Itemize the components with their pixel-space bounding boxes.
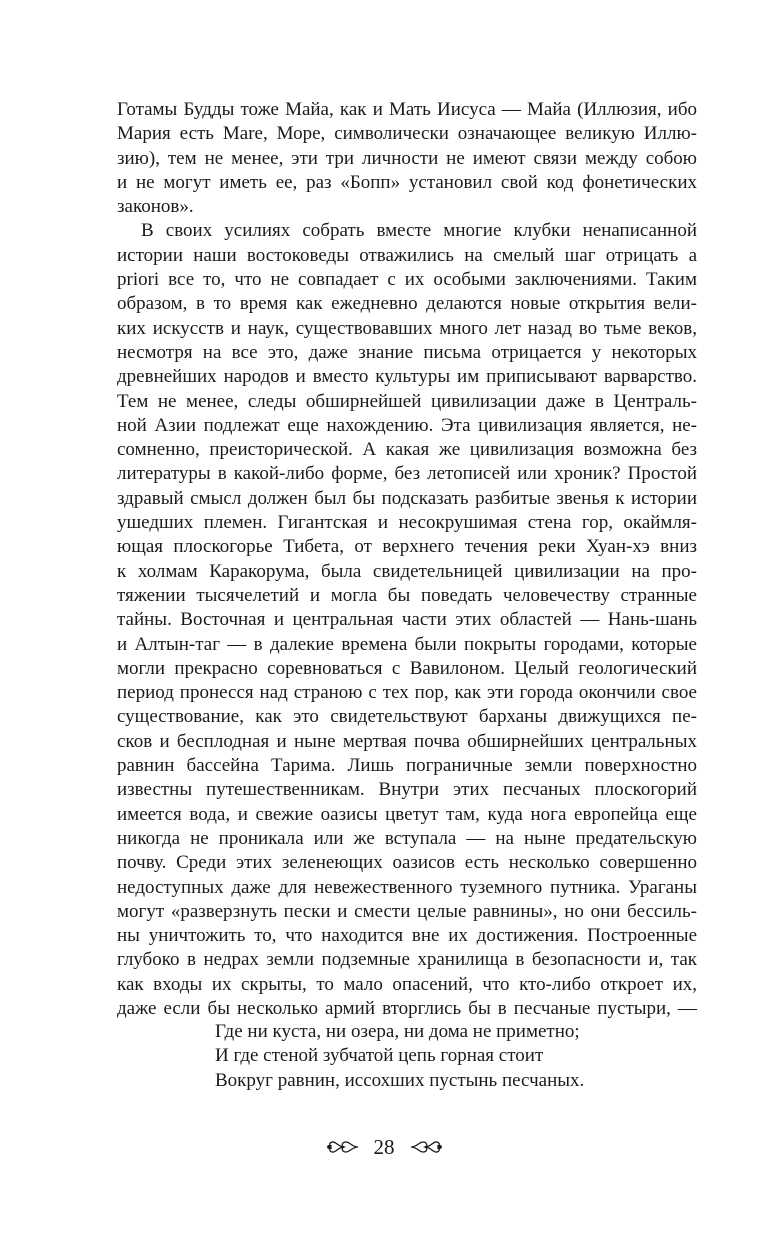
page-footer bbox=[0, 1132, 768, 1162]
text-line: Готамы Будды тоже Майа, как и Мать Иисуса — Майа (Иллюзия, ибо bbox=[117, 99, 697, 120]
text-line: могли прекрасно соревноваться с Вавилоном. Целый геологический bbox=[117, 657, 697, 679]
text-line: известны путешественникам. Внутри этих песчаных плоскогорий bbox=[117, 779, 697, 801]
text-line: период пронесся над страною с тех пор, как эти города окончили свое bbox=[117, 682, 697, 704]
text-line: даже если бы несколько армий вторглись бы в песчаные пустыри, — bbox=[117, 997, 697, 1019]
text-line: ющая плоскогорье Тибета, от верхнего течения реки Хуан-хэ вниз bbox=[117, 536, 697, 558]
text-line: глубоко в недрах земли подземные хранилища в безопасности и, так bbox=[117, 949, 697, 971]
text-line: Мария есть Mare, Море, символически означающее великую Иллю- bbox=[117, 123, 697, 145]
verse-line: Вокруг равнин, иссохших пустынь песчаных. bbox=[215, 1069, 585, 1091]
text-line: priori все то, что не совпадает с их особыми заключениями. Таким bbox=[117, 269, 697, 291]
text-line: ны уничтожить то, что находится вне их достижения. Построенные bbox=[117, 925, 697, 947]
text-line: равнин бассейна Тарима. Лишь пограничные земли поверхностно bbox=[117, 755, 697, 777]
text-line: сомненно, преисторической. А какая же цивилизация возможна без bbox=[117, 439, 697, 461]
text-line: законов». bbox=[117, 196, 194, 218]
text-line: тайны. Восточная и центральная части этих областей — Нань-шань bbox=[117, 609, 697, 631]
fleuron-right-icon bbox=[409, 1138, 443, 1156]
text-line: как входы их скрыты, то мало опасений, что кто-либо откроет их, bbox=[117, 973, 697, 995]
text-line: и Алтын-таг — в далекие времена были покрыты городами, которые bbox=[117, 633, 697, 655]
text-line: почву. Среди этих зеленеющих оазисов есть несколько совершенно bbox=[117, 852, 697, 874]
text-line: сков и бесплодная и ныне мертвая почва обширнейших центральных bbox=[117, 730, 697, 752]
text-line: зию), тем не менее, эти три личности не имеют связи между собою bbox=[117, 147, 697, 169]
text-line: ной Азии подлежат еще нахождению. Эта цивилизация является, не- bbox=[117, 414, 697, 436]
verse-quote bbox=[215, 1020, 635, 1093]
text-line: литературы в какой-либо форме, без летописей или хроник? Простой bbox=[117, 463, 697, 485]
text-line: здравый смысл должен был бы подсказать разбитые звенья к истории bbox=[117, 487, 697, 509]
body-text bbox=[117, 98, 697, 1021]
text-line: могут «разверзнуть пески и смести целые равнины», но они бессиль- bbox=[117, 900, 697, 922]
text-line: и не могут иметь ее, раз «Бопп» установил свой код фонетических bbox=[117, 171, 697, 193]
text-line: образом, в то время как ежедневно делаются новые открытия вели- bbox=[117, 293, 697, 315]
text-line: ушедших племен. Гигантская и несокрушимая стена гор, окаймля- bbox=[117, 512, 697, 534]
verse-line: И где стеной зубчатой цепь горная стоит bbox=[215, 1045, 544, 1067]
text-line: недоступных даже для невежественного туземного путника. Ураганы bbox=[117, 876, 697, 898]
text-line: никогда не проникала или же вступала — на ныне предательскую bbox=[117, 827, 697, 849]
text-line: ких искусств и наук, существовавших много лет назад во тьме веков, bbox=[117, 317, 697, 339]
text-line: к холмам Каракорума, была свидетельницей цивилизации на про- bbox=[117, 560, 697, 582]
text-line: Тем не менее, следы обширнейшей цивилизации даже в Централь- bbox=[117, 390, 697, 412]
fleuron-left-icon bbox=[326, 1138, 360, 1156]
verse-line: Где ни куста, ни озера, ни дома не приметно; bbox=[215, 1021, 580, 1042]
text-line: несмотря на все это, даже знание письма отрицается у некоторых bbox=[117, 341, 697, 363]
text-line: тяжении тысячелетий и могла бы поведать человечеству странные bbox=[117, 584, 697, 606]
text-line: истории наши востоковеды отважились на смелый шаг отрицать a bbox=[117, 244, 697, 266]
page-number: 28 bbox=[373, 1134, 395, 1159]
text-line: В своих усилиях собрать вместе многие клубки ненаписанной bbox=[141, 220, 697, 242]
text-line: древнейших народов и вместо культуры им приписывают варварство. bbox=[117, 366, 697, 388]
text-line: существование, как это свидетельствуют барханы движущихся пе- bbox=[117, 706, 697, 728]
text-line: имеется вода, и свежие оазисы цветут там, куда нога европейца еще bbox=[117, 803, 697, 825]
